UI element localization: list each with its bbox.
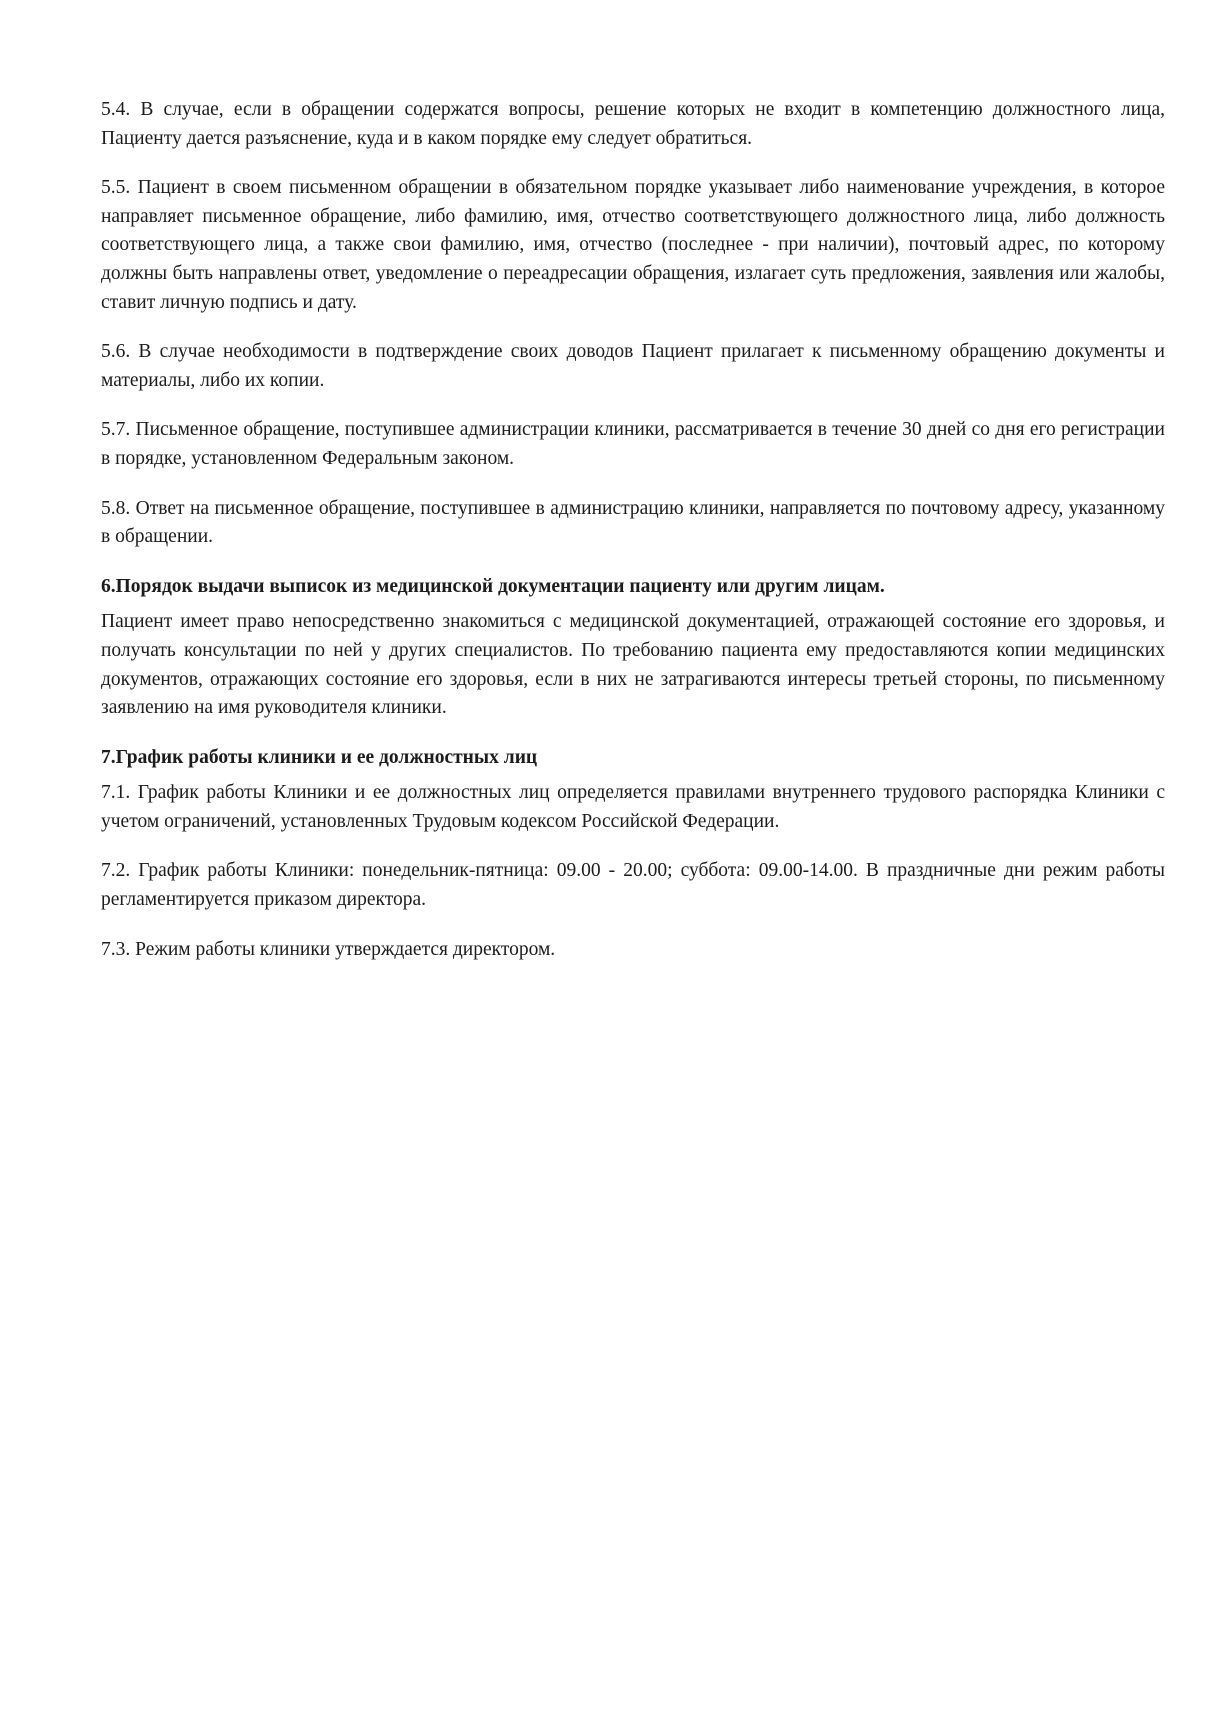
paragraph-5-6: 5.6. В случае необходимости в подтверждение своих доводов Пациент прилагает к письменному обращению документы и материалы, либо их копии. xyxy=(101,341,1165,391)
paragraph-7-1: 7.1. График работы Клиники и ее должностных лиц определяется правилами внутреннего трудового распорядка Клиники с учетом ограничений, установленных Трудовым кодексом Российской Федерации. xyxy=(101,782,1165,832)
paragraph-7-3: 7.3. Режим работы клиники утверждается директором. xyxy=(101,938,556,960)
paragraph-5-5: 5.5. Пациент в своем письменном обращении в обязательном порядке указывает либо наименование учреждения, в которое направляет письменное обращение, либо фамилию, имя, отчество соответствующего должностного лица, либо должность соответствующего лица, а также свои фамилию, имя, отчество (последнее - при наличии), почтовый адрес, по которому должны быть направлены ответ, уведомление о переадресации обращения, излагает суть предложения, заявления или жалобы, ставит личную подпись и дату. xyxy=(101,177,1165,313)
paragraph-5-8: 5.8. Ответ на письменное обращение, поступившее в администрацию клиники, направляется по почтовому адресу, указанному в обращении. xyxy=(101,497,1165,548)
paragraph-5-7: 5.7. Письменное обращение, поступившее администрации клиники, рассматривается в течение 30 дней со дня его регистрации в порядке, установленном Федеральным законом. xyxy=(101,419,1165,469)
paragraph-5-4: 5.4. В случае, если в обращении содержатся вопросы, решение которых не входит в компетенцию должностного лица, Пациенту дается разъяснение, куда и в каком порядке ему следует обратиться. xyxy=(101,99,1165,149)
paragraph-7-2: 7.2. График работы Клиники: понедельник-пятница: 09.00 - 20.00; суббота: 09.00-14.00. В праздничные дни режим работы регламентируется приказом директора. xyxy=(101,860,1165,911)
document-page xyxy=(101,96,1165,985)
section-7-heading: 7.График работы клиники и ее должностных лиц xyxy=(101,746,538,768)
section-6-heading: 6.Порядок выдачи выписок из медицинской документации пациенту или другим лицам. xyxy=(101,575,885,597)
section-6-text: Пациент имеет право непосредственно знакомиться с медицинской документацией, отражающей состояние его здоровья, и получать консультации по ней у других специалистов. По требованию пациента ему предоставляются копии медицинских документов, отражающих состояние его здоровья, если в них не затрагиваются интересы третьей стороны, по письменному заявлению на имя руководителя клиники. xyxy=(101,611,1165,719)
